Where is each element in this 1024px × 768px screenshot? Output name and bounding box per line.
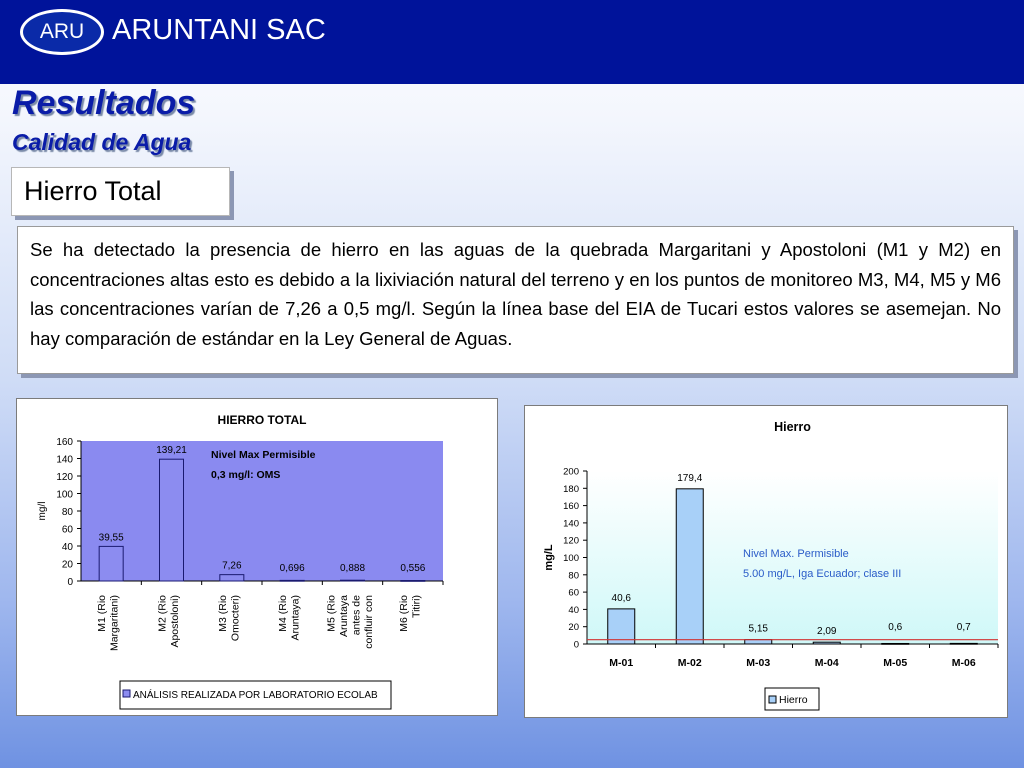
legend-swatch <box>769 696 776 703</box>
plot-area <box>81 441 443 581</box>
chart-title: HIERRO TOTAL <box>217 413 307 427</box>
company-name: ARUNTANI SAC <box>112 14 326 46</box>
y-tick-label: 40 <box>61 542 73 553</box>
x-tick-label-line: confluir con <box>363 595 375 649</box>
chart-title: Hierro <box>774 420 811 434</box>
annotation-line2: 5.00 mg/L, Iga Ecuador; clase III <box>743 568 902 580</box>
y-tick-label: 100 <box>56 489 73 501</box>
y-tick-label: 0 <box>573 639 579 651</box>
x-tick-label-line: Titiri) <box>410 595 423 618</box>
y-tick-label: 80 <box>568 570 579 582</box>
data-label: 139,21 <box>156 445 187 457</box>
x-tick-label: M-01 <box>609 657 634 669</box>
data-label: 0,556 <box>400 563 426 574</box>
data-label: 0,696 <box>279 563 305 574</box>
bar <box>813 642 840 644</box>
y-tick-label: 180 <box>563 483 579 495</box>
x-tick-label <box>326 595 376 649</box>
y-tick-label: 0 <box>67 577 73 588</box>
logo-text: ARU <box>39 20 85 43</box>
y-tick-label: 60 <box>568 587 579 599</box>
x-tick-label-line: M6 (Rio <box>397 595 410 632</box>
bar <box>280 580 304 581</box>
bar <box>341 580 365 581</box>
x-tick-label-line: antes de <box>350 595 363 636</box>
page-title: Resultados <box>12 84 196 122</box>
x-tick-label <box>217 595 242 641</box>
y-tick-label: 20 <box>568 622 579 634</box>
y-tick-label: 140 <box>56 454 73 466</box>
legend-label: ANÁLISIS REALIZADA POR LABORATORIO ECOLAB <box>133 690 378 701</box>
y-tick-label: 80 <box>61 507 73 518</box>
page-subtitle: Calidad de Agua <box>12 129 192 155</box>
bar <box>160 459 184 581</box>
x-tick-label-line: Margaritani) <box>108 595 121 652</box>
x-tick-label <box>96 595 121 651</box>
annotation-line2: 0,3 mg/l: OMS <box>211 469 281 481</box>
bar <box>220 575 244 581</box>
y-tick-label: 140 <box>563 518 579 530</box>
data-label: 5,15 <box>748 623 768 635</box>
x-tick-label: M-03 <box>746 657 771 669</box>
y-tick-label: 160 <box>56 437 73 448</box>
y-tick-label: 200 <box>563 466 579 478</box>
data-label: 39,55 <box>98 532 124 544</box>
x-tick-label-line: M4 (Rio <box>277 595 290 632</box>
annotation-line1: Nivel Max. Permisible <box>743 548 849 560</box>
x-tick-label: M-02 <box>677 657 702 669</box>
data-label: 0,888 <box>339 563 366 574</box>
y-tick-label: 160 <box>563 501 579 513</box>
chart-hierro-total <box>17 399 497 715</box>
y-tick-label: 40 <box>568 604 579 616</box>
x-tick-label-line: M1 (Rio <box>96 595 109 632</box>
section-tab: Hierro Total <box>11 167 230 216</box>
x-tick-label-line: Aruntaya <box>338 595 350 638</box>
x-tick-label <box>277 595 302 641</box>
x-tick-label: M-05 <box>883 657 908 669</box>
description-box: Se ha detectado la presencia de hierro en las aguas de la quebrada Margaritani y Apostoloni (M1 y M2) en concentraciones altas esto es debido a la lixiviación natural del terreno y en los puntos de monitoreo M3, M4, M5 y M6 las concentraciones varían de 7,26 a 0,5 mg/l. Según la línea base del EIA de Tucari estos valores se asemejan. No hay comparación de estándar en la Ley General de Aguas. <box>17 226 1014 374</box>
x-tick-label <box>398 595 423 632</box>
y-axis-label: mg/L <box>543 544 555 571</box>
bar <box>950 643 977 644</box>
bar <box>676 489 703 644</box>
data-label: 179,4 <box>677 472 703 484</box>
legend-label: Hierro <box>779 694 808 706</box>
data-label: 40,6 <box>611 592 631 604</box>
legend-swatch <box>123 690 130 697</box>
bar <box>882 643 909 644</box>
y-tick-label: 20 <box>61 559 73 571</box>
data-label: 7,26 <box>222 560 242 572</box>
x-tick-label: M-06 <box>951 657 976 669</box>
bar <box>99 546 123 581</box>
x-tick-label <box>157 595 182 648</box>
y-axis-label: mg/l <box>37 501 48 521</box>
x-tick-label-line: M5 (Rio <box>325 595 338 632</box>
x-tick-label-line: Omocteri) <box>229 595 242 642</box>
y-tick-label: 120 <box>56 472 73 483</box>
y-tick-label: 60 <box>61 524 73 536</box>
annotation-line1: Nivel Max Permisible <box>211 449 316 461</box>
x-tick-label-line: M3 (Rio <box>216 595 229 632</box>
x-tick-label: M-04 <box>814 657 839 669</box>
data-label: 0,6 <box>888 622 903 633</box>
data-label: 0,7 <box>956 622 971 633</box>
x-tick-label-line: Aruntaya) <box>289 595 302 641</box>
chart-hierro-total-panel <box>16 398 498 716</box>
chart-hierro-panel <box>524 405 1008 718</box>
company-logo <box>20 9 104 55</box>
y-tick-label: 100 <box>563 553 579 564</box>
chart-hierro <box>525 406 1007 717</box>
header-bar <box>0 0 1024 84</box>
y-tick-label: 120 <box>563 535 579 547</box>
bar <box>401 581 425 582</box>
data-label: 2,09 <box>817 626 837 638</box>
x-tick-label-line: M2 (Rio <box>156 595 169 632</box>
x-tick-label-line: Apostoloni) <box>169 595 181 648</box>
bar <box>608 609 635 644</box>
